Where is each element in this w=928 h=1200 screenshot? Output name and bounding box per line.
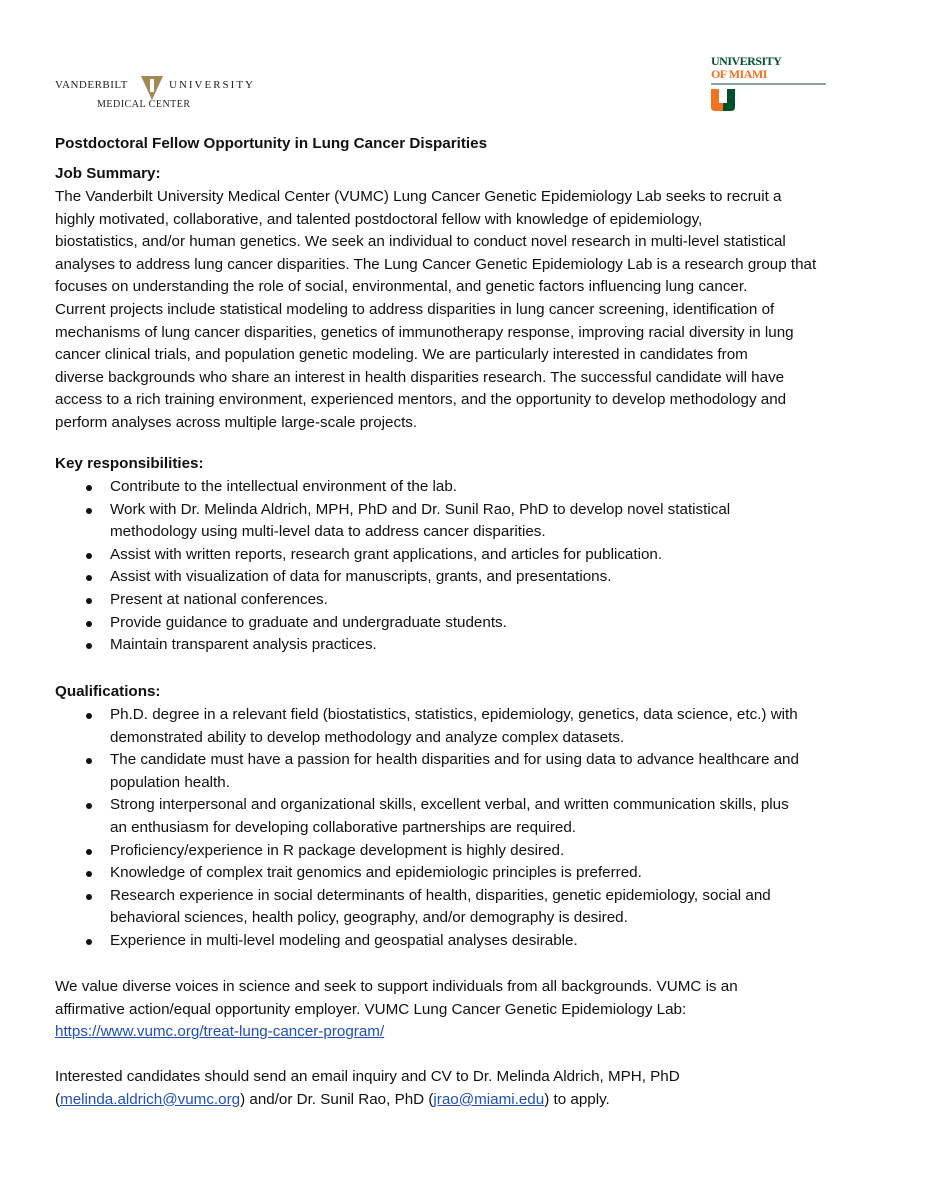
- diversity-statement: [55, 976, 738, 1044]
- text-line: Provide guidance to graduate and undergraduate students.: [110, 613, 507, 631]
- diversity-line: affirmative action/equal opportunity employer. VUMC Lung Cancer Genetic Epidemiology Lab:: [55, 1000, 687, 1018]
- text-line: Knowledge of complex trait genomics and epidemiologic principles is preferred.: [110, 864, 642, 882]
- list-item: [55, 862, 799, 885]
- bullet-icon: [86, 575, 92, 581]
- um-divider: [711, 83, 826, 85]
- text-line: Work with Dr. Melinda Aldrich, MPH, PhD and Dr. Sunil Rao, PhD to develop novel statistical: [110, 500, 731, 518]
- qualifications-heading: Qualifications:: [55, 683, 161, 700]
- list-item: [55, 612, 730, 635]
- um-line2: OF MIAMI: [711, 67, 767, 81]
- list-item: [55, 476, 730, 499]
- diversity-line: We value diverse voices in science and seek to support individuals from all backgrounds. VUMC is an: [55, 978, 738, 995]
- vu-logo-sub: MEDICAL CENTER: [97, 99, 191, 110]
- bullet-icon: [86, 643, 92, 649]
- text-line: Research experience in social determinants of health, disparities, genetic epidemiology, social and: [110, 886, 771, 904]
- text-line: Experience in multi-level modeling and geospatial analyses desirable.: [110, 931, 578, 949]
- page-title: Postdoctoral Fellow Opportunity in Lung Cancer Disparities: [55, 135, 488, 152]
- list-item: [55, 885, 799, 930]
- bullet-icon: [86, 803, 92, 809]
- list-item: [55, 499, 730, 544]
- contact-text: ) to apply.: [544, 1090, 610, 1108]
- bullet-icon: [86, 508, 92, 514]
- text-line: The candidate must have a passion for health disparities and for using data to advance healthcare and: [110, 751, 799, 769]
- text-line: biostatistics, and/or human genetics. We seek an individual to conduct novel research in multi-level statistical: [55, 233, 786, 251]
- responsibilities-list: [55, 476, 730, 657]
- text-line: cancer clinical trials, and population genetic modeling. We are particularly interested in candidates from: [55, 346, 748, 364]
- text-line: behavioral sciences, health policy, geography, and/or demography is desired.: [110, 909, 628, 927]
- list-item: [55, 749, 799, 794]
- text-line: focuses on understanding the role of social, environmental, and genetic factors influencing lung cancer.: [55, 278, 748, 296]
- text-line: mechanisms of lung cancer disparities, genetics of immunotherapy response, improving racial diversity in lung: [55, 323, 794, 341]
- bullet-icon: [86, 553, 92, 559]
- aldrich-email-link[interactable]: melinda.aldrich@vumc.org: [60, 1090, 241, 1108]
- text-line: an enthusiasm for developing collaborative partnerships are required.: [110, 818, 577, 836]
- list-item: [55, 794, 799, 839]
- text-line: Assist with visualization of data for manuscripts, grants, and presentations.: [110, 568, 612, 586]
- text-line: diverse backgrounds who share an interest in health disparities research. The successful candidate will have: [55, 368, 785, 386]
- job-summary-heading: Job Summary:: [55, 165, 161, 182]
- text-line: Present at national conferences.: [110, 590, 328, 608]
- bullet-icon: [86, 871, 92, 877]
- text-line: Current projects include statistical modeling to address disparities in lung cancer screening, identification of: [55, 300, 775, 318]
- text-line: access to a rich training environment, experienced mentors, and the opportunity to develop methodology and: [55, 391, 787, 409]
- bullet-icon: [86, 894, 92, 900]
- bullet-icon: [86, 598, 92, 604]
- vanderbilt-logo: [55, 76, 255, 116]
- list-item: [55, 930, 799, 953]
- list-item: [55, 566, 730, 589]
- rao-email-link[interactable]: jrao@miami.edu: [433, 1090, 545, 1108]
- list-item: [55, 544, 730, 567]
- vu-oak-icon: [141, 76, 163, 100]
- contact-text: (: [55, 1090, 61, 1108]
- list-item: [55, 589, 730, 612]
- text-line: perform analyses across multiple large-scale projects.: [55, 413, 418, 431]
- bullet-icon: [86, 485, 92, 491]
- contact-line: Interested candidates should send an email inquiry and CV to Dr. Melinda Aldrich, MPH, PhD: [55, 1068, 680, 1085]
- list-item: [55, 634, 730, 657]
- job-summary-text: [55, 186, 816, 435]
- text-line: Ph.D. degree in a relevant field (biostatistics, statistics, epidemiology, genetics, data science, etc.) with: [110, 706, 798, 723]
- bullet-icon: [86, 621, 92, 627]
- text-line: Maintain transparent analysis practices.: [110, 636, 377, 654]
- bullet-icon: [86, 849, 92, 855]
- bullet-icon: [86, 939, 92, 945]
- list-item: [55, 704, 799, 749]
- vu-logo-right: UNIVERSITY: [169, 79, 255, 91]
- text-line: demonstrated ability to develop methodology and analyze complex datasets.: [110, 728, 625, 746]
- list-item: [55, 840, 799, 863]
- responsibilities-heading: Key responsibilities:: [55, 455, 204, 472]
- text-line: Strong interpersonal and organizational skills, excellent verbal, and written communication skills, plus: [110, 796, 789, 814]
- text-line: population health.: [110, 773, 230, 791]
- contact-paragraph: [55, 1066, 680, 1111]
- text-line: The Vanderbilt University Medical Center (VUMC) Lung Cancer Genetic Epidemiology Lab seeks to recruit a: [55, 188, 782, 205]
- lab-website-link[interactable]: https://www.vumc.org/treat-lung-cancer-program/: [55, 1023, 385, 1041]
- bullet-icon: [86, 758, 92, 764]
- vu-logo-left: VANDERBILT: [55, 79, 128, 91]
- um-u-icon: [711, 89, 735, 111]
- text-line: Contribute to the intellectual environment of the lab.: [110, 478, 457, 495]
- text-line: analyses to address lung cancer disparities. The Lung Cancer Genetic Epidemiology Lab is a research group that: [55, 255, 817, 273]
- text-line: Proficiency/experience in R package development is highly desired.: [110, 841, 565, 859]
- contact-text: ) and/or Dr. Sunil Rao, PhD (: [240, 1090, 434, 1108]
- text-line: methodology using multi-level data to address cancer disparities.: [110, 523, 546, 541]
- text-line: highly motivated, collaborative, and talented postdoctoral fellow with knowledge of epidemiology,: [55, 210, 703, 228]
- bullet-icon: [86, 713, 92, 719]
- qualifications-list: [55, 704, 799, 953]
- um-line1: UNIVERSITY: [711, 54, 782, 68]
- miami-logo: [711, 54, 831, 114]
- text-line: Assist with written reports, research grant applications, and articles for publication.: [110, 545, 663, 563]
